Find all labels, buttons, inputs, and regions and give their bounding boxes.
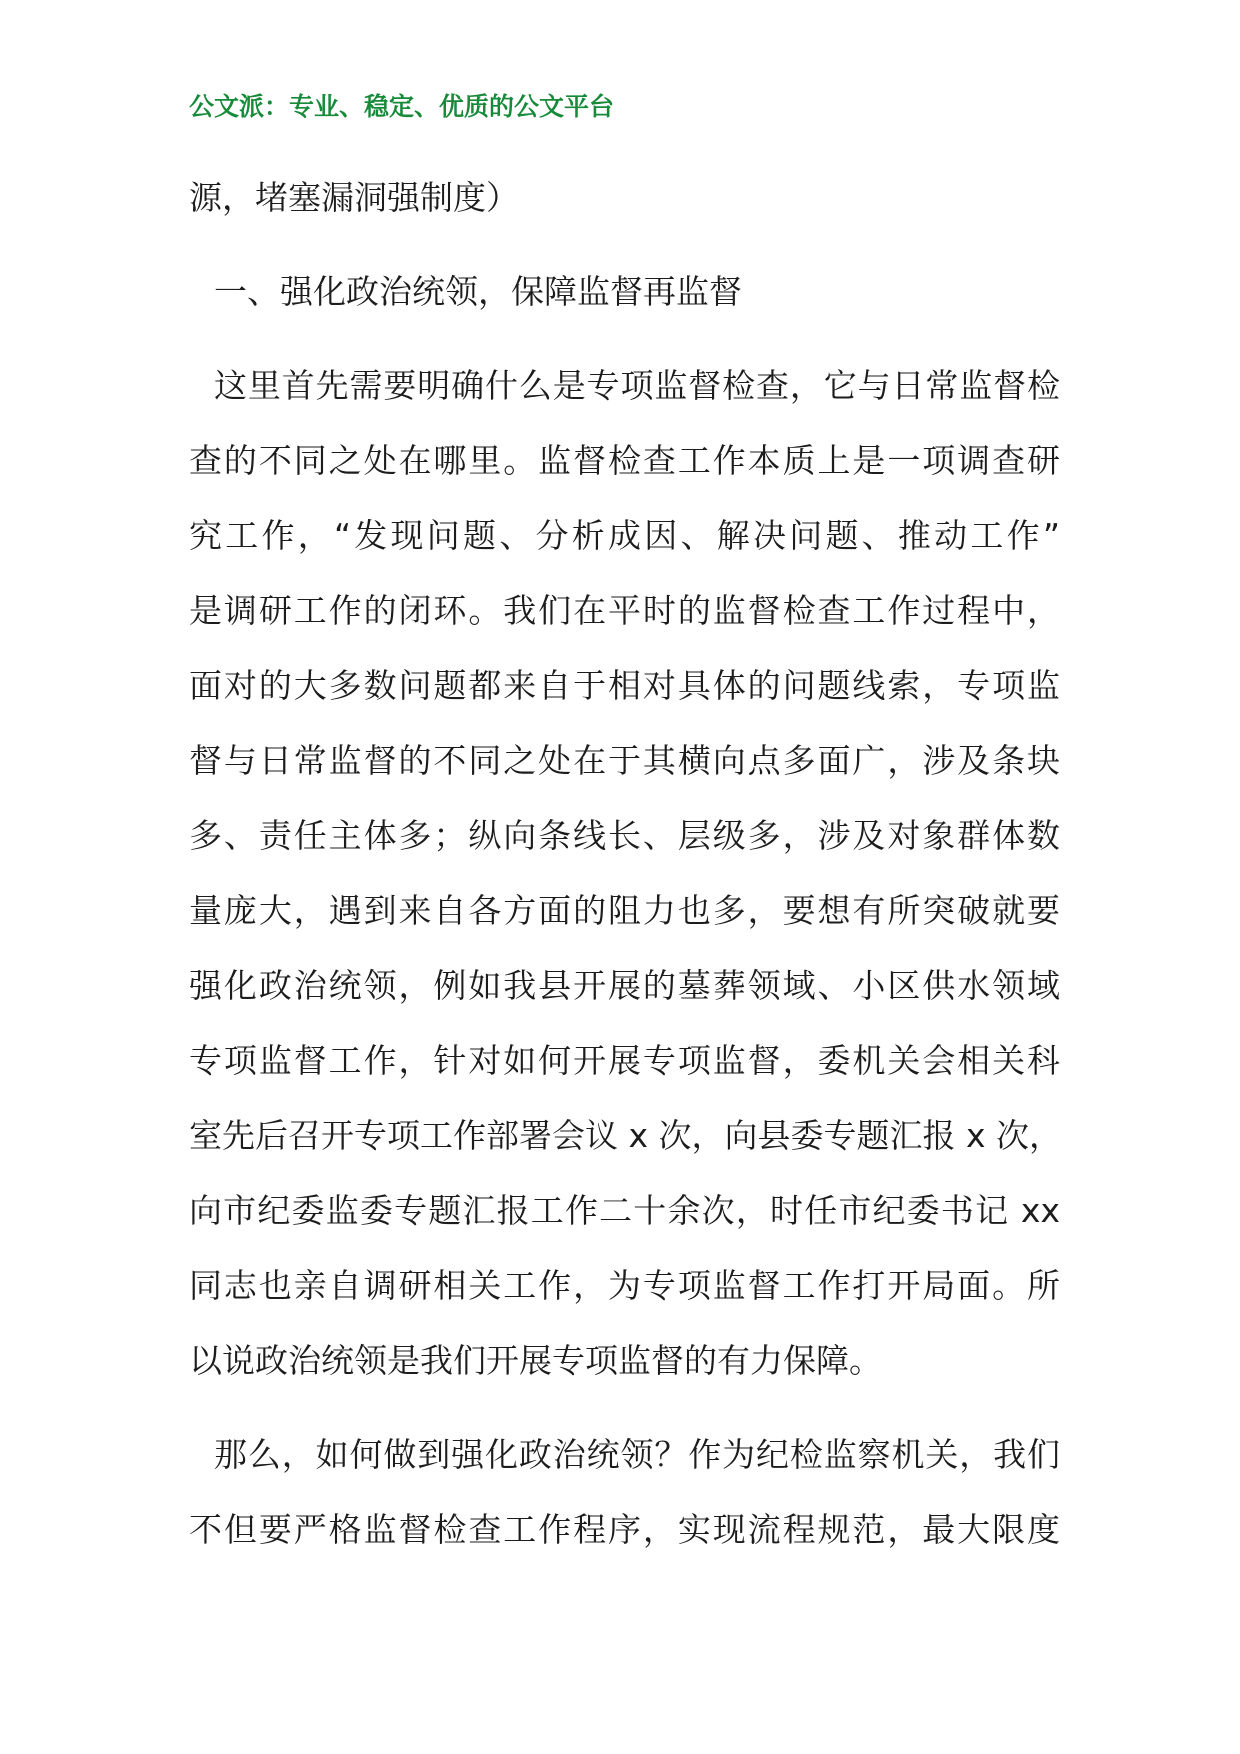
document-body <box>189 160 1063 1586</box>
body-text-line: 这里首先需要明确什么是专项监督检查，它与日常监督检 <box>214 366 1060 405</box>
body-text-line: 以说政治统领是我们开展专项监督的有力保障。 <box>189 1341 882 1380</box>
body-text-line: 查的不同之处在哪里。监督检查工作本质上是一项调查研 <box>189 441 1060 480</box>
section-heading-text: 一、强化政治统领，保障监督再监督 <box>214 272 742 311</box>
body-text-line: 源，堵塞漏洞强制度） <box>189 178 519 217</box>
paragraph-continuation <box>189 160 1060 235</box>
body-text-line: 专项监督工作，针对如何开展专项监督，委机关会相关科 <box>189 1041 1060 1080</box>
body-text-line: 不但要严格监督检查工作程序，实现流程规范，最大限度 <box>189 1510 1060 1549</box>
body-text-line: 面对的大多数问题都来自于相对具体的问题线索，专项监 <box>189 666 1060 705</box>
body-text-line: 究工作，“发现问题、分析成因、解决问题、推动工作” <box>189 516 1060 555</box>
paragraph <box>189 1417 1060 1567</box>
body-text-line: 那么，如何做到强化政治统领？作为纪检监察机关，我们 <box>214 1435 1060 1474</box>
body-text-line: 督与日常监督的不同之处在于其横向点多面广，涉及条块 <box>189 741 1060 780</box>
body-text-line: 多、责任主体多；纵向条线长、层级多，涉及对象群体数 <box>189 816 1060 855</box>
site-tagline-header: 公文派：专业、稳定、优质的公文平台 <box>189 92 615 121</box>
body-text-line: 是调研工作的闭环。我们在平时的监督检查工作过程中， <box>189 591 1060 630</box>
body-text-line: 向市纪委监委专题汇报工作二十余次，时任市纪委书记 xx <box>189 1191 1060 1230</box>
body-text-line: 量庞大，遇到来自各方面的阻力也多，要想有所突破就要 <box>189 891 1060 930</box>
paragraph <box>189 348 1063 1398</box>
section-heading <box>189 254 1060 329</box>
body-text-line: 室先后召开专项工作部署会议 x 次，向县委专题汇报 x 次， <box>189 1116 1063 1155</box>
body-text-line: 强化政治统领，例如我县开展的墓葬领域、小区供水领域 <box>189 966 1060 1005</box>
body-text-line: 同志也亲自调研相关工作，为专项监督工作打开局面。所 <box>189 1266 1060 1305</box>
